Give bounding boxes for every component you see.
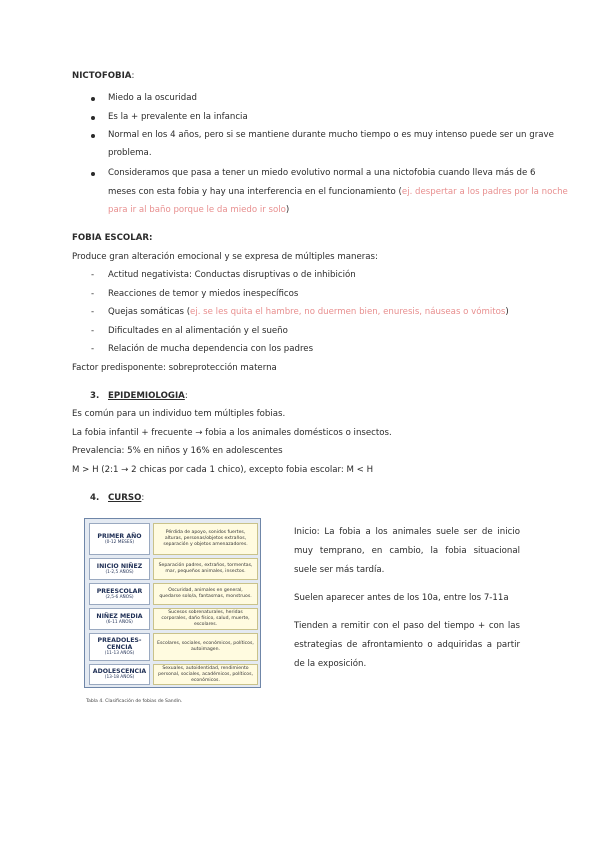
curso-paragraph-1: Inicio: La fobia a los animales suele ser de inicio muy temprano, en cambio, la fobia situacional suele ser más tardía. [294, 527, 520, 575]
dash-marker: - [91, 289, 95, 299]
escolar-item-2: Reacciones de temor y miedos inespecíficos [108, 289, 299, 299]
table-row [89, 664, 258, 685]
table-fears: Oscuridad, animales en general, quedarse solo/a, fantasmas, monstruos. [153, 583, 258, 605]
curso-heading: CURSO: [108, 493, 145, 503]
table-fears: Sexuales, autoidentidad, rendimiento personal, sociales, académicos, políticos, económicos. [153, 664, 258, 685]
bullet-dot [91, 172, 95, 176]
nicto-bullet-4c: para ir al baño porque le da miedo ir solo) [108, 205, 290, 215]
section-number-3: 3. [90, 391, 100, 401]
bullet-dot [91, 97, 95, 101]
escolar-factor: Factor predisponente: sobreprotección materna [72, 363, 277, 373]
table-row [89, 583, 258, 605]
fobia-escolar-intro: Produce gran alteración emocional y se expresa de múltiples maneras: [72, 252, 378, 262]
nicto-bullet-2: Es la + prevalente en la infancia [108, 112, 248, 122]
table-fears: Pérdida de apoyo, sonidos fuertes, alturas, personas/objetos extraños, separación y objetos amenazadores. [153, 523, 258, 555]
nicto-bullet-4a: Consideramos que pasa a tener un miedo evolutivo normal a una nictofobia cuando lleva más de 6 [108, 168, 536, 178]
epidemiologia-heading: EPIDEMIOLOGIA: [108, 391, 188, 401]
sandin-phobia-table [84, 518, 261, 688]
table-age-label: PREADOLES-CENCIA (11-13 AÑOS) [89, 633, 150, 661]
epidemiologia-line-3: Prevalencia: 5% en niños y 16% en adolescentes [72, 446, 283, 456]
table-fears: Sucesos sobrenaturales, heridas corporales, daño físico, salud, muerte, escolares. [153, 608, 258, 630]
nicto-bullet-3a: Normal en los 4 años, pero si se mantiene durante mucho tiempo o es muy intenso puede ser un grave [108, 130, 554, 140]
fobia-escolar-heading: FOBIA ESCOLAR: [72, 233, 153, 243]
table-row [89, 608, 258, 630]
nicto-bullet-3b: problema. [108, 148, 152, 158]
table-row [89, 523, 258, 555]
section-number-4: 4. [90, 493, 100, 503]
escolar-item-4: Dificultades en al alimentación y el sueño [108, 326, 288, 336]
curso-paragraph-3: Tienden a remitir con el paso del tiempo + con las estrategias de afrontamiento o adquiridas a partir de la exposición. [294, 621, 520, 669]
table-age-label: ADOLESCENCIA (13-18 AÑOS) [89, 664, 150, 685]
bullet-dot [91, 116, 95, 120]
table-age-label: NIÑEZ MEDIA (6-11 AÑOS) [89, 608, 150, 630]
bullet-dot [91, 134, 95, 138]
dash-marker: - [91, 344, 95, 354]
table-age-label: INICIO NIÑEZ (1-2,5 AÑOS) [89, 558, 150, 580]
escolar-item-5: Relación de mucha dependencia con los padres [108, 344, 314, 354]
table-age-label: PREESCOLAR (2,5-6 AÑOS) [89, 583, 150, 605]
epidemiologia-line-2: La fobia infantil + frecuente → fobia a los animales domésticos o insectos. [72, 428, 392, 438]
dash-marker: - [91, 270, 95, 280]
escolar-item-3: Quejas somáticas (ej. se les quita el hambre, no duermen bien, enuresis, náuseas o vómitos) [108, 307, 509, 317]
escolar-item-1: Actitud negativista: Conductas disruptivas o de inhibición [108, 270, 356, 280]
table-row [89, 633, 258, 661]
curso-paragraph-2: Suelen aparecer antes de los 10a, entre los 7-11a [294, 593, 509, 603]
epidemiologia-line-1: Es común para un individuo tem múltiples fobias. [72, 409, 286, 419]
nictofobia-heading: NICTOFOBIA: [72, 71, 135, 81]
table-fears: Separación padres, extraños, tormentas, mar, pequeños animales, insectos. [153, 558, 258, 580]
table-age-label: PRIMER AÑO (0-12 MESES) [89, 523, 150, 555]
dash-marker: - [91, 307, 95, 317]
dash-marker: - [91, 326, 95, 336]
table-caption: Tabla 4. Clasificación de fobias de Sandín. [86, 699, 183, 704]
nicto-bullet-1: Miedo a la oscuridad [108, 93, 197, 103]
nicto-bullet-4b: meses con esta fobia y hay una interferencia en el funcionamiento (ej. despertar a los padres por la noche [108, 187, 568, 197]
table-fears: Escolares, sociales, económicos, políticos, autoimagen. [153, 633, 258, 661]
table-row [89, 558, 258, 580]
epidemiologia-line-4: M > H (2:1 → 2 chicas por cada 1 chico), excepto fobia escolar: M < H [72, 465, 374, 475]
